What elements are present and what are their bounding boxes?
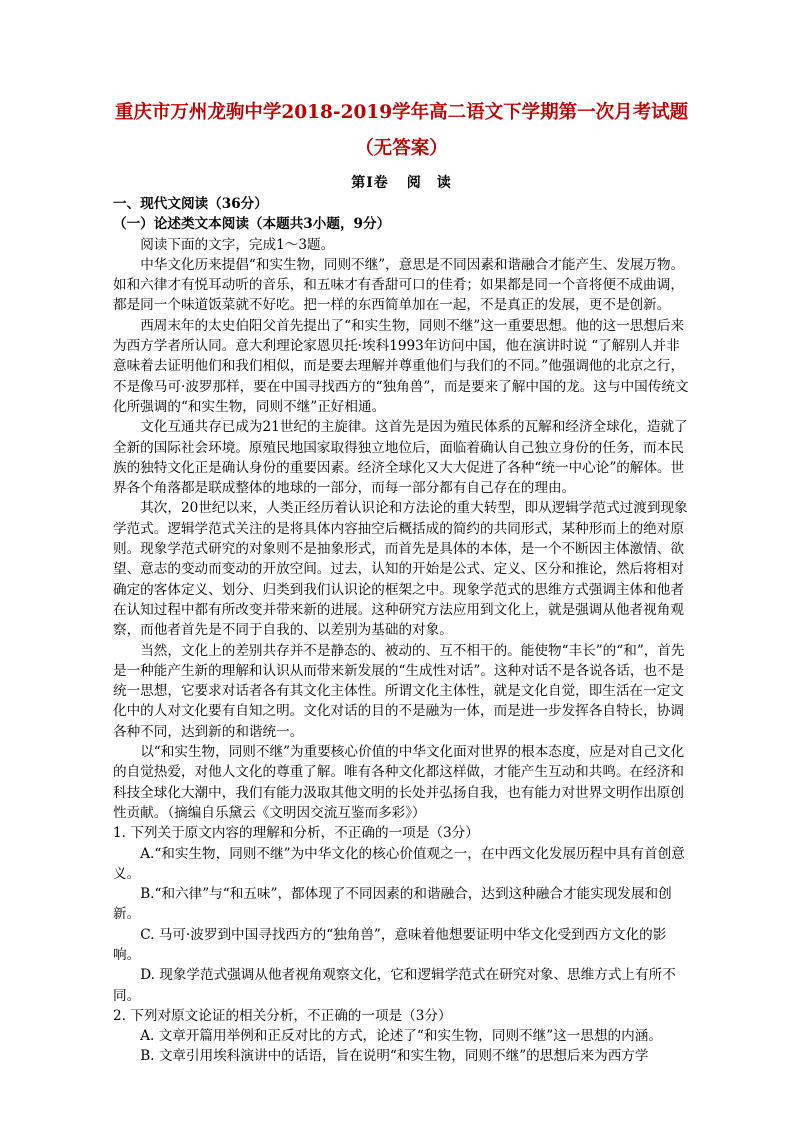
- part-heading: [113, 172, 690, 194]
- document-body: [113, 194, 690, 1067]
- passage-paragraph: [113, 742, 690, 823]
- passage-paragraph: 文化互通共存已成为21世纪的主旋律。这首先是因为殖民体系的瓦解和经济全球化，造就了全新的国际社会环境。原殖民地国家取得独立地位后，面临着确认自己独立身份的任务，而本民族的独特文化正是确认身份的重要因素。经济全球化又大大促进了各种“统一中心论”的解体。世界各个角落都是联成整体的地球的一部分，而每一部分都有自己存在的理由。: [113, 419, 688, 497]
- source-citation: （摘编自乐黛云《文明因交流互鉴而多彩》）: [167, 804, 426, 821]
- document-title: 重庆市万州龙驹中学2018-2019学年高二语文下学期第一次月考试题: [114, 102, 689, 123]
- instruction: 阅读下面的文字，完成1～3题。: [140, 236, 335, 253]
- question-option: C. 马可·波罗到中国寻找西方的“独角兽”，意味着他想要证明中华文化受到西方文化的影响。: [113, 926, 667, 963]
- passage-paragraph: 西周末年的太史伯阳父首先提出了“和实生物，同则不继”这一重要思想。他的这一思想后来为西方学者所认同。意大利理论家恩贝托·埃科1993年访问中国，他在演讲时说 “了解别人并非意味着去证明他们和我们相似，而是要去理解并尊重他们与我们的不同。”他强调他的北京之行，不是像马可·波罗那样，要在中国寻找西方的“独角兽”，而是要来了解中国的龙。这与中国传统文化所强调的“和实生物，同则不继”正好相通。: [113, 317, 689, 415]
- document-title-note: （无答案）: [355, 138, 448, 159]
- passage-paragraph: 当然，文化上的差别共存并不是静态的、被动的、互不相干的。能使物“丰长”的“和”，首先是一种能产生新的理解和认识从而带来新发展的“生成性对话”。这种对话不是各说各话，也不是统一思想，它要求对话者各有其文化主体性。所谓文化主体性，就是文化自觉，即生活在一定文化中的人对文化要有自知之明。文化对话的目的不是融为一体，而是进一步发挥各自特长，协调各种不同，达到新的和谐统一。: [113, 642, 685, 740]
- passage-paragraph-text: 以“和实生物，同则不继”为重要核心价值的中华文化面对世界的根本态度，应是对自己文化的自觉热爱，对他人文化的尊重了解。唯有各种文化都这样做，才能产生互动和共鸣。在经济和科技全球化大潮中，我们有能力汲取其他文明的长处并弘扬自我，也有能力对世界文明作出原创性贡献。: [113, 744, 685, 821]
- question-option: D. 现象学范式强调从他者视角观察文化，它和逻辑学范式在研究对象、思维方式上有所不同。: [113, 967, 676, 1004]
- question-option: B.“和六律”与“和五味”，都体现了不同因素的和谐融合，达到这种融合才能实现发展和创新。: [113, 886, 672, 923]
- sub-section-heading: （一）论述类文本阅读（本题共3小题，9分）: [113, 216, 391, 233]
- question-option: B. 文章引用埃科演讲中的话语，旨在说明“和实生物，同则不继”的思想后来为西方学: [140, 1048, 649, 1065]
- question-option: A. 文章开篇用举例和正反对比的方式，论述了“和实生物，同则不继”这一思想的内涵。: [140, 1028, 662, 1045]
- passage-paragraph: 中华文化历来提倡“和实生物，同则不继”，意思是不同因素和谐融合才能产生、发展万物。如和六律才有悦耳动听的音乐，和五味才有香甜可口的佳肴；如果都是同一个音将便不成曲调，都是同一个味道饭菜就不好吃。把一样的东西简单加在一起，不是真正的发展，更不是创新。: [113, 256, 685, 314]
- passage-paragraph: 其次，20世纪以来，人类正经历着认识论和方法论的重大转型，即从逻辑学范式过渡到现象学范式。逻辑学范式关注的是将具体内容抽空后概括成的简约的共同形式，某种形而上的绝对原则。现象学范式研究的对象则不是抽象形式，而首先是具体的本体，是一个不断因主体激情、欲望、意志的变动而变动的开放空间。过去，认知的开始是公式、定义、区分和推论，然后将相对确定的客体定义、划分、归类到我们认识论的框架之中。现象学范式的思维方式强调主体和他者在认知过程中都有所改变并带来新的进展。这种研究方法应用到文化上，就是强调从他者视角观察，而他者首先是不同于自我的、以差别为基础的对象。: [113, 500, 688, 639]
- question-stem: 1. 下列关于原文内容的理解和分析，不正确的一项是（3分）: [113, 825, 479, 842]
- part-name: 阅 读: [406, 175, 452, 191]
- question-option: A.“和实生物，同则不继”为中华文化的核心价值观之一，在中西文化发展历程中具有首创意义。: [113, 845, 685, 882]
- part-label: 第Ⅰ卷: [351, 175, 389, 191]
- section-heading: 一、现代文阅读（36分）: [113, 196, 268, 212]
- question-stem: 2. 下列对原文论证的相关分析，不正确的一项是（3分）: [113, 1007, 452, 1024]
